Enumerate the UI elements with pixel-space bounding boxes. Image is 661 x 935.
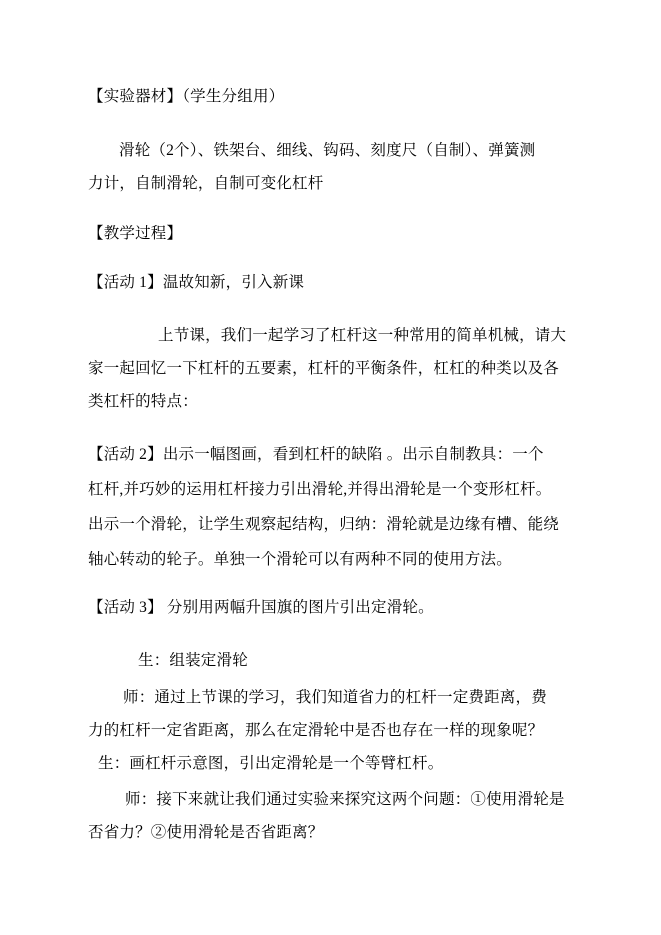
materials-list-paragraph — [88, 134, 605, 200]
text-line: 杠杆,并巧妙的运用杠杆接力引出滑轮,并得出滑轮是一个变形杠杆。 — [88, 481, 552, 498]
text-line: 上节课，我们一起学习了杠杆这一种常用的简单机械，请大 — [158, 327, 567, 344]
text-line: 师：接下来就让我们通过实验来探究这两个问题：①使用滑轮是 — [125, 791, 565, 808]
activity-3-heading — [88, 591, 605, 624]
activity-1-paragraph — [88, 319, 605, 418]
text-line: 【活动 3】 分别用两幅升国旗的图片引出定滑轮。 — [88, 599, 434, 616]
dialogue-teacher-2 — [88, 783, 605, 849]
text-line: 生：画杠杆示意图，引出定滑轮是一个等臂杠杆。 — [98, 755, 444, 772]
text-line: 【教学过程】 — [88, 225, 183, 242]
text-line: 出示一个滑轮，让学生观察起结构，归纳：滑轮就是边缘有槽、能绕 — [88, 516, 560, 533]
experiment-materials-heading — [88, 80, 605, 113]
text-line: 否省力？②使用滑轮是否省距离？ — [88, 824, 324, 841]
teaching-process-heading — [88, 217, 605, 250]
text-line: 师：通过上节课的学习，我们知道省力的杠杆一定费距离，费 — [123, 689, 547, 706]
dialogue-teacher-1 — [88, 681, 605, 747]
text-line: 类杠杆的特点： — [88, 393, 198, 410]
text-line: 力的杠杆一定省距离，那么在定滑轮中是否也存在一样的现象呢？ — [88, 722, 544, 739]
text-line: 【实验器材】（学生分组用） — [88, 88, 285, 105]
text-line: 生：组装定滑轮 — [138, 652, 248, 669]
activity-1-heading — [88, 266, 605, 299]
dialogue-student-2 — [88, 747, 605, 780]
text-line: 滑轮（2个）、铁架台、细线、钩码、刻度尺（自制）、弹簧测 — [119, 142, 536, 159]
text-line: 轴心转动的轮子。单独一个滑轮可以有两种不同的使用方法。 — [88, 551, 512, 568]
text-line: 家一起回忆一下杠杆的五要素，杠杆的平衡条件，杠杠的种类以及各 — [88, 360, 560, 377]
text-line: 【活动 2】出示一幅图画，看到杠杆的缺陷 。出示自制教具：一个 — [88, 446, 544, 463]
text-line: 【活动 1】温故知新，引入新课 — [88, 274, 305, 291]
text-line: 力计，自制滑轮，自制可变化杠杆 — [88, 175, 324, 192]
activity-2-paragraph — [88, 437, 605, 577]
dialogue-student-1 — [88, 644, 605, 677]
